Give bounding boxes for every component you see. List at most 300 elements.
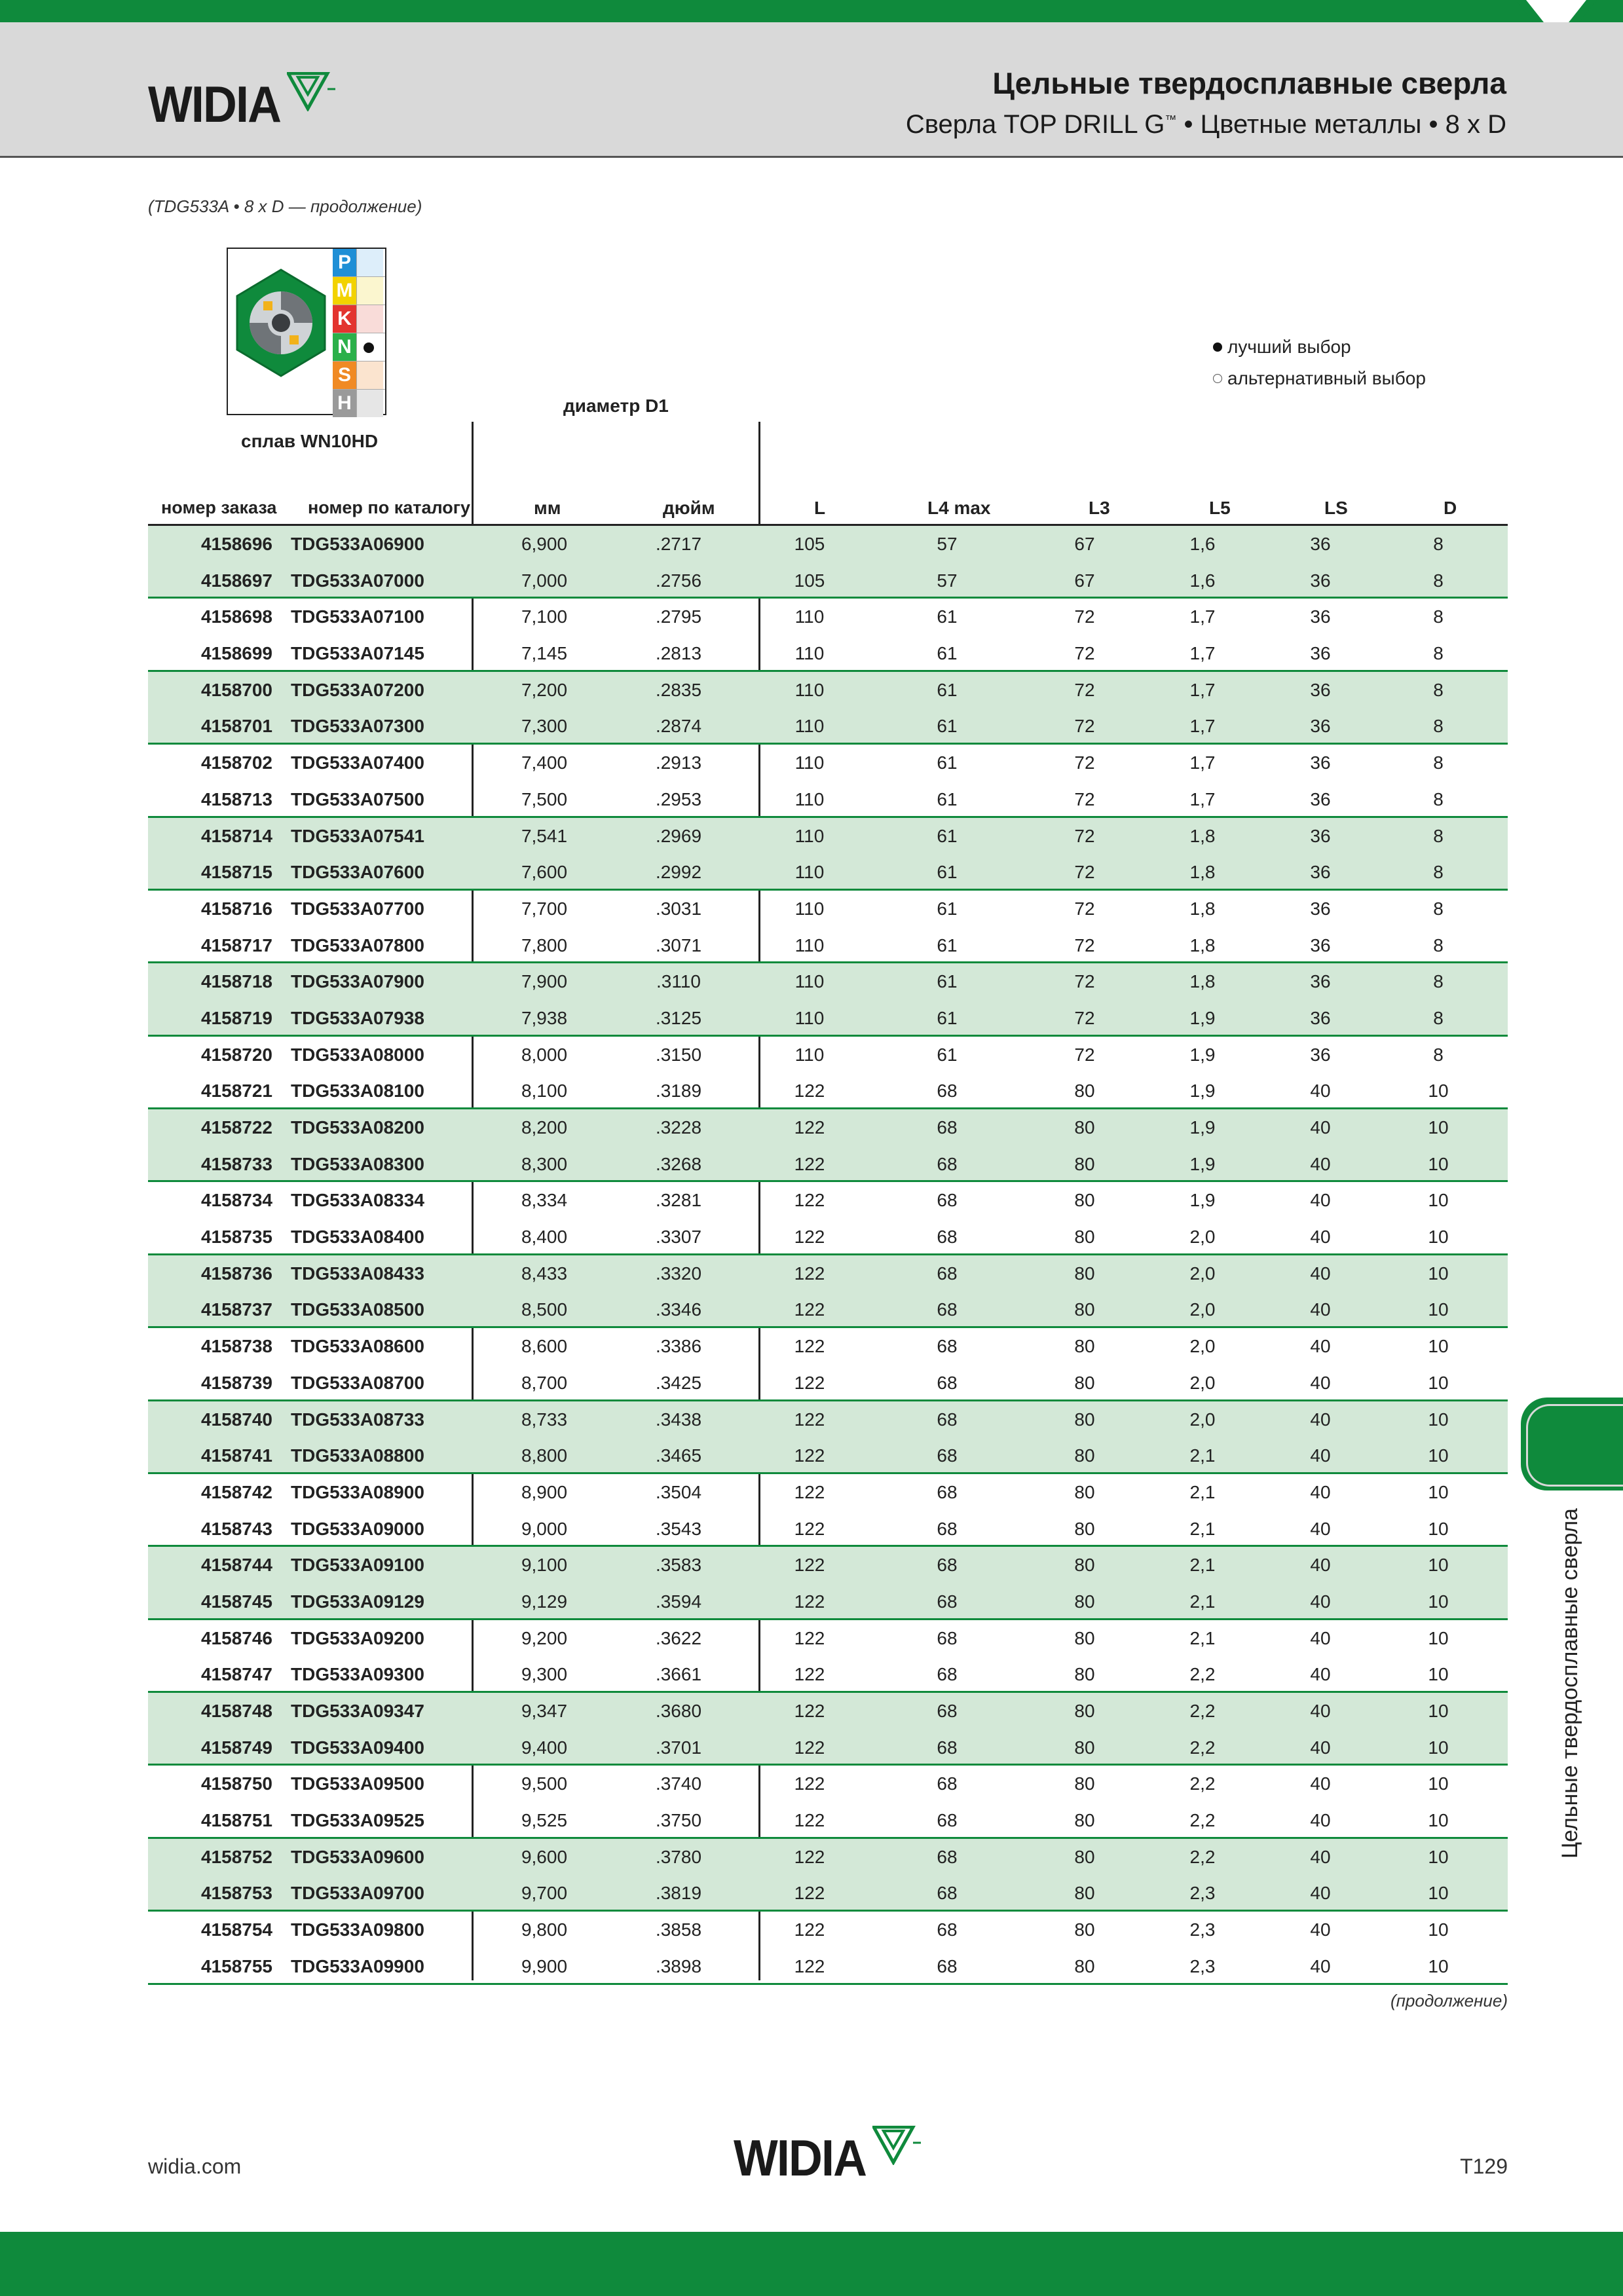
- length-L3: 72: [1074, 679, 1095, 700]
- diameter-inch: .3780: [655, 1846, 702, 1867]
- length-L5: 1,7: [1189, 752, 1216, 773]
- order-number: 4158754: [200, 1919, 272, 1940]
- table-row: [148, 672, 1508, 709]
- catalog-number: TDG533A09300: [291, 1664, 424, 1685]
- legend-alternative: альтернативный выбор: [1213, 368, 1426, 389]
- catalog-number: TDG533A07600: [291, 862, 424, 883]
- order-number: 4158752: [200, 1846, 272, 1867]
- diameter-inch: .3740: [655, 1773, 702, 1794]
- length-L: 122: [794, 1737, 825, 1758]
- diameter-mm: 8,200: [521, 1117, 568, 1138]
- diameter-mm: 9,800: [521, 1919, 568, 1940]
- best-choice-dot-icon: [364, 343, 374, 353]
- length-L5: 2,0: [1189, 1227, 1216, 1248]
- diameter-mm: 9,300: [521, 1664, 568, 1685]
- length-L4max: 68: [937, 1955, 958, 1976]
- order-number: 4158715: [200, 862, 272, 883]
- length-LS: 40: [1310, 1737, 1331, 1758]
- row-pair-separator: [148, 1983, 1508, 1985]
- length-LS: 40: [1310, 1846, 1331, 1867]
- length-L3: 80: [1074, 1336, 1095, 1357]
- length-L: 122: [794, 1846, 825, 1867]
- material-group-rating: [356, 333, 383, 361]
- length-L: 110: [794, 971, 825, 992]
- length-LS: 36: [1310, 935, 1331, 955]
- order-number: 4158722: [200, 1117, 272, 1138]
- order-number: 4158753: [200, 1883, 272, 1904]
- length-LS: 36: [1310, 825, 1331, 846]
- diameter-inch: .3150: [655, 1044, 702, 1065]
- col-L5: L5: [1209, 498, 1231, 518]
- diameter-inch: .3307: [655, 1227, 702, 1248]
- order-number: 4158716: [200, 898, 272, 919]
- diameter-inch: .3661: [655, 1664, 702, 1685]
- length-L3: 72: [1074, 752, 1095, 773]
- length-L5: 1,9: [1189, 1044, 1216, 1065]
- length-L3: 80: [1074, 1081, 1095, 1102]
- shank-D: 10: [1428, 1227, 1449, 1248]
- table-row: [148, 1365, 1508, 1401]
- length-L3: 72: [1074, 606, 1095, 627]
- table-row: [148, 1802, 1508, 1839]
- length-L5: 1,6: [1189, 534, 1216, 554]
- table-row: [148, 1219, 1508, 1255]
- length-L5: 2,1: [1189, 1518, 1216, 1539]
- table-row: [148, 1912, 1508, 1948]
- length-L5: 1,7: [1189, 643, 1216, 664]
- length-LS: 40: [1310, 1810, 1331, 1831]
- catalog-number: TDG533A07145: [291, 643, 424, 664]
- diameter-inch: .3228: [655, 1117, 702, 1138]
- length-L: 110: [794, 606, 825, 627]
- length-L4max: 61: [937, 788, 958, 809]
- order-number: 4158747: [200, 1664, 272, 1685]
- shank-D: 10: [1428, 1846, 1449, 1867]
- shank-D: 10: [1428, 1336, 1449, 1357]
- diameter-inch: .2992: [655, 862, 702, 883]
- diameter-inch: .3125: [655, 1007, 702, 1028]
- diameter-mm: 8,400: [521, 1227, 568, 1248]
- diameter-inch: .2953: [655, 788, 702, 809]
- length-LS: 40: [1310, 1664, 1331, 1685]
- length-L3: 72: [1074, 935, 1095, 955]
- diameter-mm: 7,938: [521, 1007, 568, 1028]
- material-group-letter: M: [333, 277, 356, 305]
- table-row: [148, 891, 1508, 927]
- order-number: 4158751: [200, 1810, 272, 1831]
- table-row: [148, 854, 1508, 891]
- table-row: [148, 526, 1508, 563]
- length-L5: 1,9: [1189, 1190, 1216, 1211]
- shank-D: 10: [1428, 1518, 1449, 1539]
- length-L: 122: [794, 1664, 825, 1685]
- diameter-mm: 8,300: [521, 1153, 568, 1174]
- col-L4max: L4 max: [927, 498, 991, 518]
- shank-D: 10: [1428, 1445, 1449, 1466]
- diameter-mm: 9,100: [521, 1555, 568, 1576]
- diameter-mm: 9,500: [521, 1773, 568, 1794]
- table-row: [148, 1255, 1508, 1292]
- diameter-inch: .3583: [655, 1555, 702, 1576]
- length-L5: 1,9: [1189, 1117, 1216, 1138]
- table-row: [148, 1437, 1508, 1474]
- length-LS: 40: [1310, 1591, 1331, 1612]
- length-L5: 1,8: [1189, 825, 1216, 846]
- length-L3: 80: [1074, 1409, 1095, 1430]
- length-L5: 2,2: [1189, 1701, 1216, 1721]
- footer-website: widia.com: [148, 2155, 242, 2178]
- page-title: Цельные твердосплавные сверла: [992, 66, 1506, 100]
- length-L4max: 68: [937, 1518, 958, 1539]
- length-L5: 1,9: [1189, 1007, 1216, 1028]
- table-row: [148, 781, 1508, 818]
- diameter-mm: 9,400: [521, 1737, 568, 1758]
- length-L3: 80: [1074, 1445, 1095, 1466]
- brand-wordmark: WIDIA: [148, 75, 281, 133]
- diameter-inch: .3701: [655, 1737, 702, 1758]
- catalog-number: TDG533A09000: [291, 1518, 424, 1539]
- length-L4max: 68: [937, 1409, 958, 1430]
- length-L4max: 61: [937, 935, 958, 955]
- legend-best: лучший выбор: [1213, 337, 1351, 358]
- catalog-number: TDG533A08700: [291, 1372, 424, 1393]
- order-number: 4158735: [200, 1227, 272, 1248]
- length-LS: 36: [1310, 534, 1331, 554]
- length-L4max: 68: [937, 1555, 958, 1576]
- length-L4max: 61: [937, 862, 958, 883]
- hollow-dot-icon: [1213, 374, 1222, 383]
- material-group-rating: [356, 361, 383, 389]
- table-row: [148, 635, 1508, 672]
- catalog-number: TDG533A07300: [291, 716, 424, 737]
- length-L: 122: [794, 1445, 825, 1466]
- length-L4max: 68: [937, 1737, 958, 1758]
- length-L5: 2,2: [1189, 1846, 1216, 1867]
- table-row: [148, 963, 1508, 1000]
- catalog-number: TDG533A08200: [291, 1117, 424, 1138]
- table-row: [148, 1948, 1508, 1985]
- shank-D: 10: [1428, 1263, 1449, 1284]
- length-L: 110: [794, 825, 825, 846]
- order-number: 4158701: [200, 716, 272, 737]
- order-number: 4158698: [200, 606, 272, 627]
- brand-logo: [148, 75, 338, 134]
- material-group-m: [333, 277, 385, 305]
- shank-D: 10: [1428, 1627, 1449, 1648]
- catalog-number: TDG533A07000: [291, 570, 424, 591]
- length-L: 122: [794, 1773, 825, 1794]
- length-L: 122: [794, 1883, 825, 1904]
- shank-D: 10: [1428, 1810, 1449, 1831]
- length-L3: 72: [1074, 825, 1095, 846]
- order-number: 4158750: [200, 1773, 272, 1794]
- length-LS: 40: [1310, 1445, 1331, 1466]
- length-L5: 2,1: [1189, 1445, 1216, 1466]
- length-LS: 36: [1310, 862, 1331, 883]
- length-L5: 2,1: [1189, 1555, 1216, 1576]
- length-L3: 80: [1074, 1117, 1095, 1138]
- length-L4max: 68: [937, 1481, 958, 1502]
- col-order-number: номер заказа: [161, 498, 277, 517]
- drill-cross-section-icon: [233, 267, 329, 379]
- diameter-mm: 7,800: [521, 935, 568, 955]
- diameter-inch: .3281: [655, 1190, 702, 1211]
- material-group-n: [333, 333, 385, 361]
- length-L3: 72: [1074, 643, 1095, 664]
- diameter-inch: .3110: [656, 971, 701, 992]
- length-LS: 40: [1310, 1701, 1331, 1721]
- length-L: 110: [794, 862, 825, 883]
- length-LS: 40: [1310, 1336, 1331, 1357]
- shank-D: 10: [1428, 1664, 1449, 1685]
- length-L4max: 61: [937, 1044, 958, 1065]
- length-L: 122: [794, 1518, 825, 1539]
- shank-D: 10: [1428, 1701, 1449, 1721]
- diameter-inch: .3386: [655, 1336, 702, 1357]
- order-number: 4158719: [200, 1007, 272, 1028]
- length-L4max: 61: [937, 825, 958, 846]
- catalog-number: TDG533A08100: [291, 1081, 424, 1102]
- table-row: [148, 1073, 1508, 1109]
- length-L: 122: [794, 1263, 825, 1284]
- top-accent-bar: [0, 0, 1623, 22]
- length-L3: 72: [1074, 1044, 1095, 1065]
- catalog-number: TDG533A08500: [291, 1299, 424, 1320]
- length-L3: 72: [1074, 716, 1095, 737]
- material-group-s: [333, 361, 385, 390]
- order-number: 4158745: [200, 1591, 272, 1612]
- diameter-mm: 9,347: [521, 1701, 568, 1721]
- length-LS: 40: [1310, 1227, 1331, 1248]
- diameter-mm: 8,900: [521, 1481, 568, 1502]
- shank-D: 8: [1433, 788, 1444, 809]
- length-L: 122: [794, 1919, 825, 1940]
- length-L4max: 68: [937, 1591, 958, 1612]
- length-L5: 1,8: [1189, 898, 1216, 919]
- table-row: [148, 1656, 1508, 1693]
- length-L5: 2,0: [1189, 1336, 1216, 1357]
- order-number: 4158743: [200, 1518, 272, 1539]
- diameter-mm: 7,541: [521, 825, 568, 846]
- table-row: [148, 1146, 1508, 1183]
- length-L3: 80: [1074, 1919, 1095, 1940]
- order-number: 4158696: [200, 534, 272, 554]
- shank-D: 10: [1428, 1591, 1449, 1612]
- length-L3: 80: [1074, 1190, 1095, 1211]
- length-LS: 40: [1310, 1081, 1331, 1102]
- length-L3: 67: [1074, 534, 1095, 554]
- length-L: 105: [794, 570, 825, 591]
- shank-D: 8: [1433, 1007, 1444, 1028]
- length-L3: 80: [1074, 1955, 1095, 1976]
- catalog-number: TDG533A08733: [291, 1409, 424, 1430]
- length-L5: 2,2: [1189, 1664, 1216, 1685]
- material-group-k: [333, 305, 385, 333]
- diameter-inch: .3346: [655, 1299, 702, 1320]
- length-L: 122: [794, 1555, 825, 1576]
- length-L3: 80: [1074, 1627, 1095, 1648]
- col-inch: дюйм: [663, 498, 715, 518]
- length-LS: 36: [1310, 898, 1331, 919]
- order-number: 4158755: [200, 1955, 272, 1976]
- catalog-number: TDG533A08300: [291, 1153, 424, 1174]
- length-L3: 80: [1074, 1153, 1095, 1174]
- diameter-mm: 7,300: [521, 716, 568, 737]
- catalog-number: TDG533A09500: [291, 1773, 424, 1794]
- length-L: 110: [794, 679, 825, 700]
- length-L: 122: [794, 1481, 825, 1502]
- diameter-heading: диаметр D1: [563, 396, 669, 416]
- length-L4max: 68: [937, 1445, 958, 1466]
- shank-D: 10: [1428, 1081, 1449, 1102]
- diameter-inch: .3189: [655, 1081, 702, 1102]
- length-L4max: 68: [937, 1664, 958, 1685]
- catalog-number: TDG533A08334: [291, 1190, 424, 1211]
- order-number: 4158721: [200, 1081, 272, 1102]
- catalog-number: TDG533A08900: [291, 1481, 424, 1502]
- material-group-letter: N: [333, 333, 356, 361]
- col-L: L: [814, 498, 826, 518]
- length-L4max: 68: [937, 1081, 958, 1102]
- length-L3: 80: [1074, 1372, 1095, 1393]
- diameter-inch: .3425: [655, 1372, 702, 1393]
- table-row: [148, 1693, 1508, 1730]
- length-L: 122: [794, 1336, 825, 1357]
- diameter-mm: 7,200: [521, 679, 568, 700]
- diameter-mm: 7,145: [521, 643, 568, 664]
- length-L5: 1,7: [1189, 606, 1216, 627]
- length-L4max: 68: [937, 1372, 958, 1393]
- diameter-inch: .3465: [655, 1445, 702, 1466]
- length-LS: 40: [1310, 1555, 1331, 1576]
- length-L: 122: [794, 1117, 825, 1138]
- diameter-mm: 9,600: [521, 1846, 568, 1867]
- shank-D: 8: [1433, 971, 1444, 992]
- order-number: 4158718: [200, 971, 272, 992]
- catalog-number: TDG533A07541: [291, 825, 424, 846]
- diameter-mm: 8,000: [521, 1044, 568, 1065]
- length-L4max: 68: [937, 1336, 958, 1357]
- length-L5: 1,8: [1189, 862, 1216, 883]
- diameter-mm: 7,400: [521, 752, 568, 773]
- length-L: 122: [794, 1591, 825, 1612]
- diameter-inch: .3858: [655, 1919, 702, 1940]
- col-LS: LS: [1324, 498, 1348, 518]
- length-L3: 80: [1074, 1263, 1095, 1284]
- catalog-number: TDG533A07900: [291, 971, 424, 992]
- length-L: 122: [794, 1372, 825, 1393]
- diameter-mm: 9,200: [521, 1627, 568, 1648]
- shank-D: 10: [1428, 1883, 1449, 1904]
- diameter-inch: .2969: [655, 825, 702, 846]
- diameter-inch: .3594: [655, 1591, 702, 1612]
- shank-D: 10: [1428, 1153, 1449, 1174]
- length-L: 110: [794, 716, 825, 737]
- length-L3: 80: [1074, 1701, 1095, 1721]
- diameter-mm: 7,000: [521, 570, 568, 591]
- order-number: 4158746: [200, 1627, 272, 1648]
- shank-D: 8: [1433, 643, 1444, 664]
- diameter-inch: .2835: [655, 679, 702, 700]
- diameter-inch: .2913: [655, 752, 702, 773]
- length-L: 122: [794, 1081, 825, 1102]
- catalog-number: TDG533A09200: [291, 1627, 424, 1648]
- length-L5: 2,3: [1189, 1955, 1216, 1976]
- catalog-number: TDG533A09400: [291, 1737, 424, 1758]
- length-L5: 1,7: [1189, 716, 1216, 737]
- diameter-mm: 6,900: [521, 534, 568, 554]
- diameter-inch: .3898: [655, 1955, 702, 1976]
- table-row: [148, 1474, 1508, 1511]
- length-L: 122: [794, 1701, 825, 1721]
- length-L4max: 61: [937, 898, 958, 919]
- length-L: 110: [794, 788, 825, 809]
- length-L3: 80: [1074, 1299, 1095, 1320]
- material-group-letter: P: [333, 249, 356, 276]
- length-LS: 40: [1310, 1263, 1331, 1284]
- bottom-accent-bar: [0, 2232, 1623, 2296]
- catalog-number: TDG533A08400: [291, 1227, 424, 1248]
- shank-D: 8: [1433, 825, 1444, 846]
- table-row: [148, 1328, 1508, 1365]
- length-LS: 40: [1310, 1955, 1331, 1976]
- filled-dot-icon: [1213, 343, 1222, 352]
- length-L4max: 57: [937, 534, 958, 554]
- order-number: 4158734: [200, 1190, 272, 1211]
- length-LS: 36: [1310, 716, 1331, 737]
- catalog-number: TDG533A07938: [291, 1007, 424, 1028]
- shank-D: 10: [1428, 1955, 1449, 1976]
- diameter-inch: .3071: [655, 935, 702, 955]
- order-number: 4158702: [200, 752, 272, 773]
- table-row: [148, 1620, 1508, 1657]
- length-L4max: 68: [937, 1846, 958, 1867]
- order-number: 4158733: [200, 1153, 272, 1174]
- diameter-mm: 8,500: [521, 1299, 568, 1320]
- table-row: [148, 1839, 1508, 1876]
- page-header: [0, 22, 1623, 158]
- shank-D: 8: [1433, 1044, 1444, 1065]
- length-L3: 80: [1074, 1227, 1095, 1248]
- length-L: 122: [794, 1190, 825, 1211]
- length-L5: 1,9: [1189, 1081, 1216, 1102]
- diameter-mm: 9,129: [521, 1591, 568, 1612]
- shank-D: 10: [1428, 1737, 1449, 1758]
- length-L3: 72: [1074, 862, 1095, 883]
- length-L4max: 61: [937, 716, 958, 737]
- material-group-h: [333, 390, 385, 417]
- length-L4max: 61: [937, 643, 958, 664]
- col-catalog-number: номер по каталогу: [308, 498, 471, 517]
- table-row: [148, 708, 1508, 745]
- diameter-mm: 8,100: [521, 1081, 568, 1102]
- length-L: 110: [794, 643, 825, 664]
- shank-D: 10: [1428, 1773, 1449, 1794]
- order-number: 4158744: [200, 1555, 272, 1576]
- diameter-mm: 7,900: [521, 971, 568, 992]
- material-group-table: [333, 249, 385, 417]
- length-L: 122: [794, 1955, 825, 1976]
- continuation-note-top: (TDG533A • 8 x D — продолжение): [148, 196, 422, 216]
- catalog-number: TDG533A09900: [291, 1955, 424, 1976]
- shank-D: 10: [1428, 1409, 1449, 1430]
- shank-D: 8: [1433, 570, 1444, 591]
- catalog-number: TDG533A09347: [291, 1701, 424, 1721]
- table-row: [148, 599, 1508, 635]
- catalog-number: TDG533A06900: [291, 534, 424, 554]
- table-row: [148, 1583, 1508, 1620]
- length-LS: 40: [1310, 1773, 1331, 1794]
